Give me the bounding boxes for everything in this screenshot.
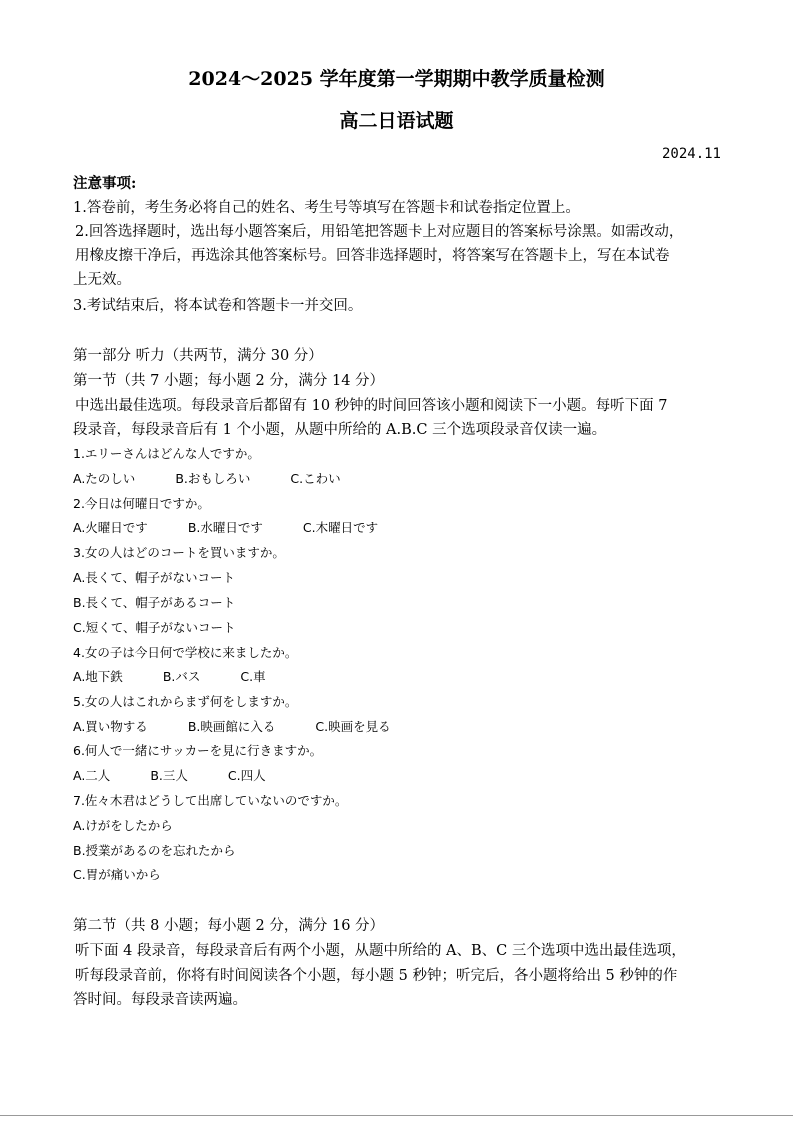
option: B.三人	[150, 768, 188, 783]
option: C.車	[240, 669, 266, 684]
option: C.胃が痛いから	[73, 867, 161, 882]
section1-instruction: 段录音，每段录音后有 1 个小题，从题中所给的 A.B.C 三个选项段录音仅读一遍。	[73, 422, 607, 438]
option: C.映画を見る	[315, 719, 391, 734]
exam-date: 2024.11	[661, 146, 721, 162]
option: A.二人	[73, 768, 111, 783]
option: B.映画館に入る	[187, 719, 276, 734]
question-5-options	[73, 717, 431, 735]
note-line: 2.回答选择题时，选出每小题答案后，用铅笔把答题卡上对应题目的答案标号涂黑。如需改动，	[75, 224, 684, 240]
question-1-options	[73, 469, 381, 487]
option: A.買い物する	[73, 719, 148, 734]
question-7: 7.佐々木君はどうして出席していないのですか。	[73, 793, 348, 808]
note-line: 用橡皮擦干净后，再选涂其他答案标号。回答非选择题时，将答案写在答题卡上，写在本试卷	[75, 248, 670, 264]
question-5: 5.女の人はこれからまず何をしますか。	[73, 694, 298, 709]
section2-instruction: 答时间。每段录音读两遍。	[73, 992, 247, 1008]
question-4: 4.女の子は今日何で学校に来ましたか。	[73, 645, 298, 660]
option: B.おもしろい	[175, 471, 251, 486]
option: B.水曜日です	[187, 520, 263, 535]
option: A.長くて、帽子がないコート	[73, 570, 236, 585]
option: B.授業があるのを忘れたから	[73, 843, 236, 858]
option: A.けがをしたから	[73, 818, 173, 833]
section2-heading: 第二节（共 8 小题；每小题 2 分，满分 16 分）	[73, 918, 385, 934]
section2-instruction: 听下面 4 段录音，每段录音后有两个小题，从题中所给的 A、B、C 三个选项中选出最佳选项，	[75, 943, 686, 959]
question-2: 2.今日は何曜日ですか。	[73, 496, 210, 511]
question-3: 3.女の人はどのコートを買いますか。	[73, 545, 285, 560]
page-bottom-divider	[0, 1115, 793, 1116]
option: A.火曜日です	[73, 520, 148, 535]
option: B.長くて、帽子があるコート	[73, 595, 236, 610]
question-4-options	[73, 667, 306, 685]
option: C.木曜日です	[302, 520, 379, 535]
option: C.こわい	[290, 471, 341, 486]
note-line: 3.考试结束后，将本试卷和答题卡一并交回。	[73, 298, 363, 314]
option: C.四人	[227, 768, 266, 783]
option: A.たのしい	[73, 471, 136, 486]
note-line: 上无效。	[73, 272, 131, 288]
question-2-options	[73, 518, 418, 536]
exam-title: 2024～2025 学年度第一学期期中教学质量检测	[188, 68, 605, 90]
question-6: 6.何人で一緒にサッカーを見に行きますか。	[73, 743, 323, 758]
note-line: 1.答卷前，考生务必将自己的姓名、考生号等填写在答题卡和试卷指定位置上。	[73, 200, 580, 216]
question-1: 1.エリーさんはどんな人ですか。	[73, 446, 260, 461]
section1-heading: 第一节（共 7 小题；每小题 2 分，满分 14 分）	[73, 373, 385, 389]
question-6-options	[73, 766, 306, 784]
option: A.地下鉄	[73, 669, 123, 684]
option: B.バス	[162, 669, 201, 684]
section1-instruction: 中选出最佳选项。每段录音后都留有 10 秒钟的时间回答该小题和阅读下一小题。每听下面 7	[75, 398, 668, 414]
notes-heading: 注意事项:	[73, 175, 137, 192]
exam-subtitle: 高二日语试题	[339, 110, 454, 132]
option: C.短くて、帽子がないコート	[73, 620, 236, 635]
part1-heading: 第一部分 听力（共两节，满分 30 分）	[73, 348, 323, 364]
section2-instruction: 听每段录音前，你将有时间阅读各个小题，每小题 5 秒钟；听完后，各小题将给出 5 秒钟的作	[75, 968, 678, 984]
